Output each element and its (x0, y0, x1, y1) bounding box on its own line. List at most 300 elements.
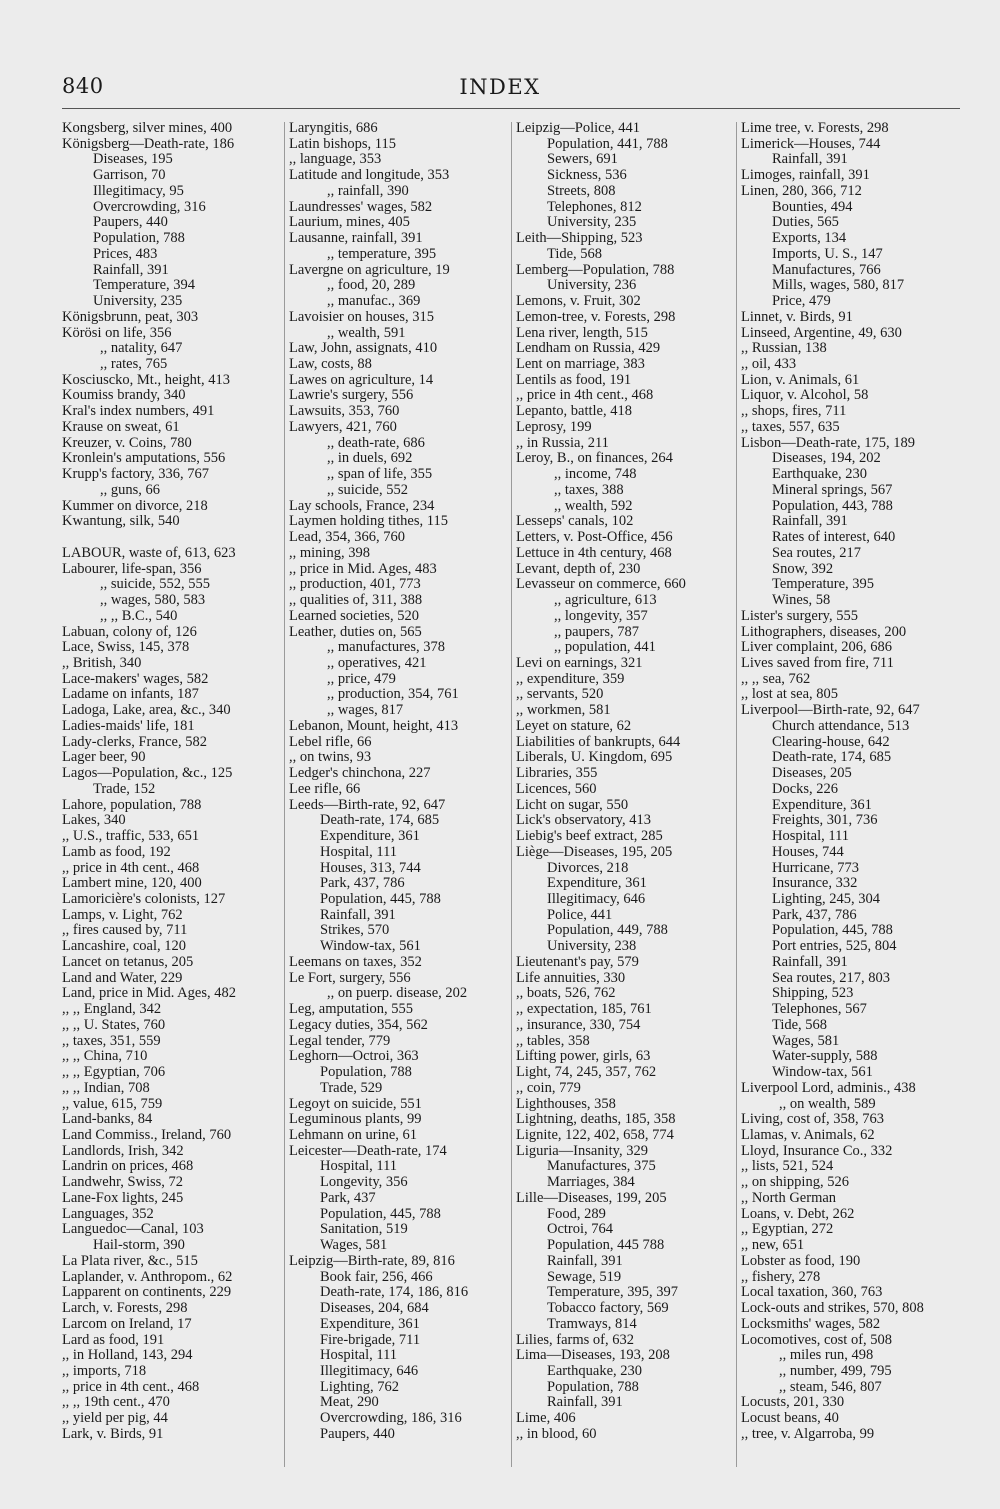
index-entry: Labuan, colony of, 126 (62, 623, 197, 640)
index-entry: Hospital, 111 (320, 843, 398, 860)
index-entry: Leicester—Death-rate, 174 (289, 1142, 447, 1159)
index-entry: Laurium, mines, 405 (289, 214, 410, 231)
index-entry: University, 236 (547, 277, 637, 294)
index-entry: Locust beans, 40 (741, 1410, 839, 1427)
index-entry: Leipzig—Police, 441 (516, 120, 641, 136)
index-entry: ,, manufactures, 378 (327, 639, 445, 656)
index-entry: ,, ,, 19th cent., 470 (62, 1394, 170, 1411)
index-entry: Exports, 134 (772, 230, 847, 247)
column-divider (284, 122, 285, 1467)
index-column-3 (516, 121, 736, 1443)
index-entry: Sanitation, 519 (320, 1221, 408, 1238)
index-entry: Lamb as food, 192 (62, 843, 171, 860)
index-entry: Kosciuscko, Mt., height, 413 (62, 371, 230, 388)
index-entry: Licht on sugar, 550 (516, 796, 629, 813)
index-entry: Laplander, v. Anthropom., 62 (62, 1268, 233, 1285)
index-entry: ,, in blood, 60 (516, 1425, 597, 1442)
index-entry: Port entries, 525, 804 (772, 938, 897, 955)
index-entry: Window-tax, 561 (772, 1064, 873, 1081)
index-entry: Llamas, v. Animals, 62 (741, 1127, 875, 1143)
index-entry: Death-rate, 174, 685 (320, 812, 440, 829)
index-entry: Sea routes, 217 (772, 544, 861, 561)
index-entry: Rates of interest, 640 (772, 529, 896, 546)
index-entry: Book fair, 256, 466 (320, 1268, 433, 1285)
index-entry: ,, operatives, 421 (327, 654, 427, 671)
index-entry: ,, ,, China, 710 (62, 1048, 148, 1065)
index-entry: Sea routes, 217, 803 (772, 969, 890, 986)
index-entry: Königsbrunn, peat, 303 (62, 308, 199, 325)
index-entry: Libraries, 355 (516, 765, 598, 782)
index-entry: ,, tables, 358 (516, 1032, 590, 1049)
index-entry: ,, new, 651 (741, 1237, 805, 1254)
index-entry: Liver complaint, 206, 686 (741, 639, 893, 656)
index-entry: Longevity, 356 (320, 1174, 408, 1191)
index-entry: Liverpool Lord, adminis., 438 (741, 1079, 916, 1096)
index-entry: Leeds—Birth-rate, 92, 647 (289, 796, 446, 813)
index-entry: Streets, 808 (547, 182, 616, 199)
index-entry: Lieutenant's pay, 579 (516, 953, 639, 970)
index-entry: Population, 445 788 (547, 1237, 665, 1254)
index-entry: Tramways, 814 (547, 1315, 637, 1332)
index-entry: ,, suicide, 552, 555 (100, 576, 210, 593)
index-entry: Police, 441 (547, 906, 613, 923)
index-entry: Leroy, B., on finances, 264 (516, 450, 673, 467)
index-entry: ,, Russian, 138 (741, 340, 827, 357)
index-entry: Laundresses' wages, 582 (289, 198, 433, 215)
index-entry: Leprosy, 199 (516, 418, 592, 435)
index-entry: ,, number, 499, 795 (779, 1363, 892, 1380)
index-entry: Overcrowding, 186, 316 (320, 1410, 462, 1427)
index-entry: Temperature, 395 (772, 576, 875, 593)
index-entry: Lace, Swiss, 145, 378 (62, 639, 190, 656)
index-entry: Kreuzer, v. Coins, 780 (62, 434, 192, 451)
index-entry: Paupers, 440 (320, 1425, 395, 1442)
index-entry: Lamps, v. Light, 762 (62, 906, 183, 923)
index-entry: Lager beer, 90 (62, 749, 146, 766)
index-entry: Lille—Diseases, 199, 205 (516, 1189, 667, 1206)
index-entry: Land and Water, 229 (62, 969, 183, 986)
index-entry: Kral's index numbers, 491 (62, 403, 215, 420)
index-entry: Land, price in Mid. Ages, 482 (62, 985, 236, 1002)
index-entry: ,, coin, 779 (516, 1079, 581, 1096)
index-entry: Water-supply, 588 (772, 1048, 878, 1065)
index-entry: ,, miles run, 498 (779, 1347, 874, 1364)
index-entry: Labourer, life-span, 356 (62, 560, 202, 577)
index-entry: Languedoc—Canal, 103 (62, 1221, 204, 1238)
index-entry: Lighting, 245, 304 (772, 890, 880, 907)
index-entry: Liguria—Insanity, 329 (516, 1142, 648, 1159)
index-entry: Population, 788 (320, 1064, 412, 1081)
index-entry: ,, taxes, 557, 635 (741, 418, 840, 435)
index-entry: ,, price in 4th cent., 468 (516, 387, 654, 404)
index-entry: ,, wealth, 592 (554, 497, 633, 514)
index-entry: Lentils as food, 191 (516, 371, 632, 388)
index-entry: Locksmiths' wages, 582 (741, 1315, 881, 1332)
index-entry: Leipzig—Birth-rate, 89, 816 (289, 1252, 455, 1269)
index-entry: Lemons, v. Fruit, 302 (516, 293, 641, 310)
index-entry: ,, food, 20, 289 (327, 277, 416, 294)
index-entry: Lighthouses, 358 (516, 1095, 616, 1112)
index-entry: University, 235 (93, 293, 183, 310)
index-entry: Overcrowding, 316 (93, 198, 206, 215)
index-entry: Earthquake, 230 (547, 1363, 643, 1380)
index-entry: Land Commiss., Ireland, 760 (62, 1127, 232, 1143)
index-entry: ,, price, 479 (327, 670, 396, 687)
index-entry: ,, fishery, 278 (741, 1268, 821, 1285)
index-entry: Latitude and longitude, 353 (289, 167, 450, 184)
index-entry: Lark, v. Birds, 91 (62, 1425, 164, 1442)
index-entry: Lard as food, 191 (62, 1331, 165, 1348)
index-entry: Living, cost of, 358, 763 (741, 1111, 884, 1128)
index-entry: Kronlein's amputations, 556 (62, 450, 226, 467)
index-entry: Lausanne, rainfall, 391 (289, 230, 423, 247)
index-entry: Lamoricière's colonists, 127 (62, 890, 226, 907)
index-entry: Krause on sweat, 61 (62, 418, 180, 435)
index-entry: Rainfall, 391 (320, 906, 396, 923)
index-entry: Tobacco factory, 569 (547, 1300, 669, 1317)
index-entry: Königsberg—Death-rate, 186 (62, 135, 235, 152)
index-entry: ,, servants, 520 (516, 686, 604, 703)
index-entry: ,, death-rate, 686 (327, 434, 425, 451)
index-entry: Telephones, 567 (772, 1001, 867, 1018)
index-entry: ,, in Russia, 211 (516, 434, 609, 451)
index-entry: Lehmann on urine, 61 (289, 1127, 418, 1143)
index-entry: Population, 445, 788 (320, 890, 441, 907)
index-entry: Death-rate, 174, 186, 816 (320, 1284, 469, 1301)
index-entry: Linen, 280, 366, 712 (741, 182, 862, 199)
index-entry: Kwantung, silk, 540 (62, 513, 180, 530)
index-entry: ,, wages, 817 (327, 702, 404, 719)
index-entry: Population, 445, 788 (772, 922, 893, 939)
index-entry: Strikes, 570 (320, 922, 390, 939)
index-entry: Lace-makers' wages, 582 (62, 670, 209, 687)
index-entry: ,, on shipping, 526 (741, 1174, 849, 1191)
index-entry: ,, in Holland, 143, 294 (62, 1347, 193, 1364)
index-entry: Trade, 152 (93, 780, 156, 797)
index-entry: ,, natality, 647 (100, 340, 183, 357)
index-entry: Linseed, Argentine, 49, 630 (741, 324, 902, 341)
index-entry: ,, language, 353 (289, 151, 382, 168)
index-entry: Diseases, 194, 202 (772, 450, 881, 467)
index-entry: ,, temperature, 395 (327, 245, 437, 262)
index-entry: Park, 437 (320, 1189, 376, 1206)
index-entry: Le Fort, surgery, 556 (289, 969, 411, 986)
index-entry: Wines, 58 (772, 592, 831, 609)
index-column-2 (289, 121, 509, 1443)
index-entry: ,, longevity, 357 (554, 607, 648, 624)
index-entry: LABOUR, waste of, 613, 623 (62, 544, 236, 561)
index-entry: Lena river, length, 515 (516, 324, 648, 341)
index-entry: Landlords, Irish, 342 (62, 1142, 184, 1159)
index-entry: Rainfall, 391 (93, 261, 169, 278)
index-entry: Larch, v. Forests, 298 (62, 1300, 188, 1317)
index-entry: Hail-storm, 390 (93, 1237, 185, 1254)
column-divider (736, 122, 737, 1467)
index-entry: Lakes, 340 (62, 812, 126, 829)
index-entry: Sewers, 691 (547, 151, 618, 168)
index-entry: Laymen holding tithes, 115 (289, 513, 448, 530)
index-entry: Paupers, 440 (93, 214, 168, 231)
index-entry: ,, expectation, 185, 761 (516, 1001, 652, 1018)
index-entry: Death-rate, 174, 685 (772, 749, 892, 766)
index-entry: Levasseur on commerce, 660 (516, 576, 686, 593)
index-entry: Lemon-tree, v. Forests, 298 (516, 308, 676, 325)
index-entry: Church attendance, 513 (772, 717, 910, 734)
index-entry: Population, 443, 788 (772, 497, 893, 514)
index-entry: Meat, 290 (320, 1394, 379, 1411)
index-entry: Lawyers, 421, 760 (289, 418, 397, 435)
index-entry: Rainfall, 391 (547, 1394, 623, 1411)
index-entry: Hospital, 111 (320, 1158, 398, 1175)
index-entry: Sewage, 519 (547, 1268, 622, 1285)
index-entry: ,, qualities of, 311, 388 (289, 592, 423, 609)
index-entry: Sickness, 536 (547, 167, 627, 184)
index-entry: Lapparent on continents, 229 (62, 1284, 232, 1301)
index-entry: Letters, v. Post-Office, 456 (516, 529, 673, 546)
index-entry: Licences, 560 (516, 780, 597, 797)
index-entry: Imports, U. S., 147 (772, 245, 883, 262)
index-entry: Lendham on Russia, 429 (516, 340, 661, 357)
index-entry: Leg, amputation, 555 (289, 1001, 414, 1018)
index-entry: Octroi, 764 (547, 1221, 614, 1238)
index-entry: Locusts, 201, 330 (741, 1394, 845, 1411)
index-entry: Lawrie's surgery, 556 (289, 387, 414, 404)
index-entry: Hurricane, 773 (772, 859, 859, 876)
index-entry: Leghorn—Octroi, 363 (289, 1048, 419, 1065)
index-entry: Lane-Fox lights, 245 (62, 1189, 184, 1206)
index-entry: Lancet on tetanus, 205 (62, 953, 194, 970)
index-entry: Körösi on life, 356 (62, 324, 172, 341)
index-entry: Lavergne on agriculture, 19 (289, 261, 450, 278)
index-entry: Population, 445, 788 (320, 1205, 441, 1222)
index-entry: Latin bishops, 115 (289, 135, 397, 152)
index-entry: Telephones, 812 (547, 198, 642, 215)
index-entry: Bounties, 494 (772, 198, 853, 215)
index-entry: Expenditure, 361 (547, 875, 647, 892)
index-entry: Lighting, 762 (320, 1378, 399, 1395)
index-entry: Docks, 226 (772, 780, 839, 797)
index-entry: ,, oil, 433 (741, 356, 797, 373)
index-entry: ,, ,, sea, 762 (741, 670, 811, 687)
index-entry: ,, taxes, 351, 559 (62, 1032, 161, 1049)
index-entry: ,, taxes, 388 (554, 481, 624, 498)
index-entry: Loans, v. Debt, 262 (741, 1205, 855, 1222)
index-entry: Rainfall, 391 (772, 953, 848, 970)
index-entry: Ladame on infants, 187 (62, 686, 199, 703)
index-entry: ,, production, 401, 773 (289, 576, 421, 593)
index-entry: ,, insurance, 330, 754 (516, 1016, 641, 1033)
index-entry: Lebel rifle, 66 (289, 733, 372, 750)
index-entry: ,, agriculture, 613 (554, 592, 657, 609)
index-entry: Lesseps' canals, 102 (516, 513, 634, 530)
index-entry: Lead, 354, 366, 760 (289, 529, 405, 546)
index-entry: Population, 788 (547, 1378, 639, 1395)
index-entry: Lepanto, battle, 418 (516, 403, 632, 420)
index-entry: Law, John, assignats, 410 (289, 340, 438, 357)
index-entry: Mills, wages, 580, 817 (772, 277, 905, 294)
index-entry: Linnet, v. Birds, 91 (741, 308, 853, 325)
index-entry: Divorces, 218 (547, 859, 629, 876)
index-entry: Lifting power, girls, 63 (516, 1048, 651, 1065)
index-entry: Local taxation, 360, 763 (741, 1284, 883, 1301)
index-entry: ,, rainfall, 390 (327, 182, 409, 199)
index-entry: ,, U.S., traffic, 533, 651 (62, 828, 200, 845)
index-entry: Liebig's beef extract, 285 (516, 828, 663, 845)
index-entry: ,, Egyptian, 272 (741, 1221, 834, 1238)
index-entry: Leather, duties on, 565 (289, 623, 422, 640)
index-entry: Locomotives, cost of, 508 (741, 1331, 893, 1348)
index-entry: Window-tax, 561 (320, 938, 421, 955)
index-entry: University, 235 (547, 214, 637, 231)
index-entry: Lee rifle, 66 (289, 780, 361, 797)
index-entry: ,, guns, 66 (100, 481, 161, 498)
index-entry: Lawes on agriculture, 14 (289, 371, 434, 388)
index-entry: Freights, 301, 736 (772, 812, 878, 829)
index-entry: Snow, 392 (772, 560, 834, 577)
index-entry: ,, ,, England, 342 (62, 1001, 162, 1018)
index-entry: Law, costs, 88 (289, 356, 372, 373)
index-entry: Lancashire, coal, 120 (62, 938, 187, 955)
index-entry: Temperature, 395, 397 (547, 1284, 679, 1301)
index-entry: Lawsuits, 353, 760 (289, 403, 400, 420)
index-entry: Lock-outs and strikes, 570, 808 (741, 1300, 924, 1317)
index-entry: ,, on wealth, 589 (779, 1095, 876, 1112)
index-entry: ,, price in 4th cent., 468 (62, 859, 200, 876)
index-entry: Lion, v. Animals, 61 (741, 371, 860, 388)
index-entry: Park, 437, 786 (772, 906, 857, 923)
index-entry: Lloyd, Insurance Co., 332 (741, 1142, 893, 1159)
header-rule (62, 108, 960, 109)
index-entry: Lay schools, France, 234 (289, 497, 435, 514)
index-entry: Food, 289 (547, 1205, 606, 1222)
index-entry: Languages, 352 (62, 1205, 154, 1222)
index-entry: ,, boats, 526, 762 (516, 985, 616, 1002)
index-entry: Population, 788 (93, 230, 185, 247)
index-entry: ,, shops, fires, 711 (741, 403, 847, 420)
index-entry: ,, on puerp. disease, 202 (327, 985, 468, 1002)
index-entry: Limoges, rainfall, 391 (741, 167, 870, 184)
index-entry: ,, ,, Indian, 708 (62, 1079, 150, 1096)
index-entry: Rainfall, 391 (772, 151, 848, 168)
index-entry: Legacy duties, 354, 562 (289, 1016, 428, 1033)
index-entry: ,, fires caused by, 711 (62, 922, 188, 939)
index-entry: ,, ,, U. States, 760 (62, 1016, 166, 1033)
index-entry: Lime, 406 (516, 1410, 576, 1427)
index-entry: Rainfall, 391 (547, 1252, 623, 1269)
index-entry: Lady-clerks, France, 582 (62, 733, 207, 750)
index-entry: ,, workmen, 581 (516, 702, 611, 719)
index-entry: Expenditure, 361 (772, 796, 872, 813)
index-entry: Lobster as food, 190 (741, 1252, 861, 1269)
index-entry: ,, steam, 546, 807 (779, 1378, 882, 1395)
index-entry: ,, value, 615, 759 (62, 1095, 163, 1112)
index-entry: Krupp's factory, 336, 767 (62, 466, 210, 483)
index-entry: Leyet on stature, 62 (516, 717, 632, 734)
page-number: 840 (62, 74, 104, 98)
index-entry: Diseases, 205 (772, 765, 852, 782)
index-entry: Illegitimacy, 95 (93, 182, 184, 199)
index-entry: Levant, depth of, 230 (516, 560, 641, 577)
index-entry: ,, ,, B.C., 540 (100, 607, 178, 624)
index-entry: Light, 74, 245, 357, 762 (516, 1064, 657, 1081)
index-entry: Wages, 581 (772, 1032, 840, 1049)
index-entry: Lebanon, Mount, height, 413 (289, 717, 459, 734)
index-entry: Larcom on Ireland, 17 (62, 1315, 192, 1332)
index-entry: ,, wealth, 591 (327, 324, 406, 341)
index-entry: Shipping, 523 (772, 985, 854, 1002)
index-entry: Land-banks, 84 (62, 1111, 153, 1128)
index-entry: Laryngitis, 686 (289, 120, 378, 136)
index-entry: Landwehr, Swiss, 72 (62, 1174, 184, 1191)
index-entry: Lignite, 122, 402, 658, 774 (516, 1127, 674, 1143)
index-entry: Marriages, 384 (547, 1174, 635, 1191)
index-entry: Leemans on taxes, 352 (289, 953, 422, 970)
column-divider (511, 122, 512, 1467)
index-entry: Manufactures, 766 (772, 261, 881, 278)
index-entry: Lemberg—Population, 788 (516, 261, 675, 278)
index-entry: ,, mining, 398 (289, 544, 370, 561)
index-entry: Liverpool—Birth-rate, 92, 647 (741, 702, 920, 719)
index-entry: ,, ,, Egyptian, 706 (62, 1064, 166, 1081)
index-entry: ,, rates, 765 (100, 356, 168, 373)
index-entry: Rainfall, 391 (772, 513, 848, 530)
index-entry: Kummer on divorce, 218 (62, 497, 208, 514)
index-entry: Legal tender, 779 (289, 1032, 391, 1049)
index-entry: Limerick—Houses, 744 (741, 135, 881, 152)
index-entry: Expenditure, 361 (320, 1315, 420, 1332)
index-entry: Expenditure, 361 (320, 828, 420, 845)
index-entry: ,, imports, 718 (62, 1363, 147, 1380)
index-entry: ,, paupers, 787 (554, 623, 639, 640)
index-entry: La Plata river, &c., 515 (62, 1252, 198, 1269)
index-entry: Park, 437, 786 (320, 875, 405, 892)
index-entry: Earthquake, 230 (772, 466, 868, 483)
index-entry: University, 238 (547, 938, 637, 955)
index-column-4 (741, 121, 966, 1443)
index-entry: ,, British, 340 (62, 654, 142, 671)
index-entry: Liège—Diseases, 195, 205 (516, 843, 673, 860)
index-entry: Tide, 568 (547, 245, 603, 262)
index-entry: Wages, 581 (320, 1237, 388, 1254)
index-entry: Koumiss brandy, 340 (62, 387, 186, 404)
index-entry: Houses, 744 (772, 843, 844, 860)
index-entry: Diseases, 204, 684 (320, 1300, 429, 1317)
index-entry: ,, manufac., 369 (327, 293, 421, 310)
index-entry: ,, yield per pig, 44 (62, 1410, 168, 1427)
index-entry: Prices, 483 (93, 245, 158, 262)
index-entry: Tide, 568 (772, 1016, 828, 1033)
index-entry: ,, price in Mid. Ages, 483 (289, 560, 437, 577)
index-entry: Population, 449, 788 (547, 922, 668, 939)
index-entry: ,, suicide, 552 (327, 481, 408, 498)
index-entry: Lambert mine, 120, 400 (62, 875, 202, 892)
index-entry: Life annuities, 330 (516, 969, 626, 986)
index-entry: Illegitimacy, 646 (320, 1363, 419, 1380)
index-entry: Landrin on prices, 468 (62, 1158, 194, 1175)
index-entry: Lightning, deaths, 185, 358 (516, 1111, 676, 1128)
index-entry: Trade, 529 (320, 1079, 383, 1096)
index-entry: Lime tree, v. Forests, 298 (741, 120, 889, 136)
index-entry: Liquor, v. Alcohol, 58 (741, 387, 869, 404)
index-entry: Lives saved from fire, 711 (741, 654, 894, 671)
index-entry: Lagos—Population, &c., 125 (62, 765, 233, 782)
index-entry: ,, lists, 521, 524 (741, 1158, 834, 1175)
index-entry: Duties, 565 (772, 214, 839, 231)
index-entry: Levi on earnings, 321 (516, 654, 643, 671)
index-entry: Lister's surgery, 555 (741, 607, 858, 624)
index-entry: Lahore, population, 788 (62, 796, 202, 813)
index-entry: Lick's observatory, 413 (516, 812, 651, 829)
